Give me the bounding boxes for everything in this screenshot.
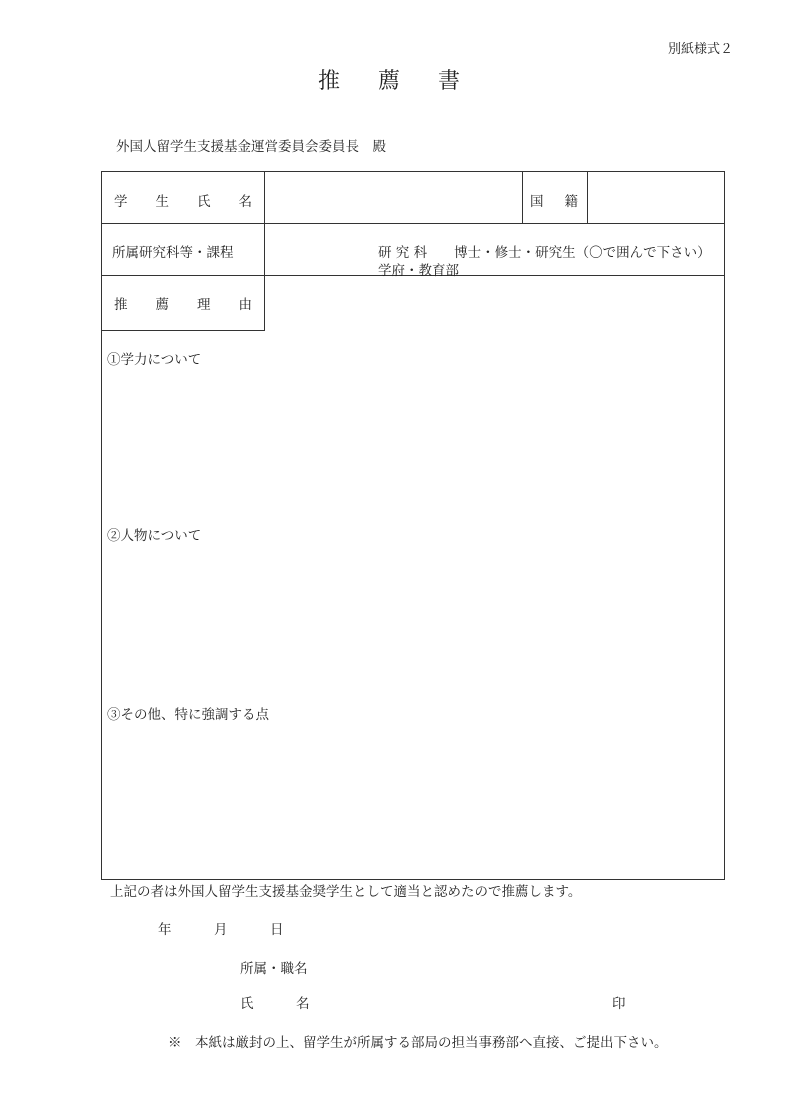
character-field[interactable]	[107, 544, 719, 700]
title-char: 推	[318, 69, 341, 94]
label-cell-bottom	[102, 330, 265, 331]
student-name-label	[114, 190, 252, 210]
nationality-label	[530, 190, 578, 210]
label-char: 学	[114, 194, 128, 210]
label-char: 由	[238, 297, 252, 313]
label-char: 生	[155, 194, 169, 210]
title-char: 薦	[378, 69, 401, 94]
label-char: 氏	[197, 194, 211, 210]
affiliation-title-label: 所属・職名	[240, 961, 308, 977]
year-label[interactable]: 年	[158, 922, 172, 938]
row-divider	[102, 223, 724, 224]
label-char: 推	[114, 297, 128, 313]
other-points-field[interactable]	[107, 724, 719, 874]
affiliation-school-line[interactable]: 学府・教育部	[378, 263, 459, 279]
label-char: 籍	[564, 194, 578, 210]
recommender-name-field[interactable]	[330, 988, 600, 1010]
affiliation-label: 所属研究科等・課程	[112, 245, 234, 261]
recommendation-statement: 上記の者は外国人留学生支援基金奨学生として適当と認めたので推薦します。	[110, 884, 582, 900]
seal-mark: 印	[612, 996, 626, 1012]
academic-ability-field[interactable]	[107, 368, 719, 518]
reason-label	[114, 293, 252, 313]
addressee: 外国人留学生支援基金運営委員会委員長 殿	[116, 139, 386, 155]
name-label-second: 名	[296, 996, 310, 1012]
form-number: 別紙様式２	[668, 42, 734, 57]
student-name-field[interactable]	[266, 174, 520, 221]
document-title	[318, 64, 460, 95]
submission-note: ※ 本紙は厳封の上、留学生が所属する部局の担当事務部へ直接、ご提出下さい。	[168, 1035, 668, 1051]
section-other-points: ③その他、特に強調する点	[107, 707, 269, 723]
affiliation-course-line[interactable]: 研 究 科 博士・修士・研究生（〇で囲んで下さい）	[378, 245, 711, 261]
label-char: 薦	[155, 297, 169, 313]
column-divider	[522, 172, 523, 224]
day-label[interactable]: 日	[270, 922, 284, 938]
month-label[interactable]: 月	[214, 922, 228, 938]
label-char: 理	[197, 297, 211, 313]
section-academic-ability: ①学力について	[107, 352, 202, 368]
column-divider	[587, 172, 588, 224]
nationality-field[interactable]	[589, 174, 722, 221]
section-character: ②人物について	[107, 528, 202, 544]
title-char: 書	[438, 69, 461, 94]
name-label-first: 氏	[240, 996, 254, 1012]
label-char: 国	[530, 194, 544, 210]
column-divider	[264, 172, 265, 331]
label-char: 名	[238, 194, 252, 210]
recommendation-table	[101, 171, 725, 880]
